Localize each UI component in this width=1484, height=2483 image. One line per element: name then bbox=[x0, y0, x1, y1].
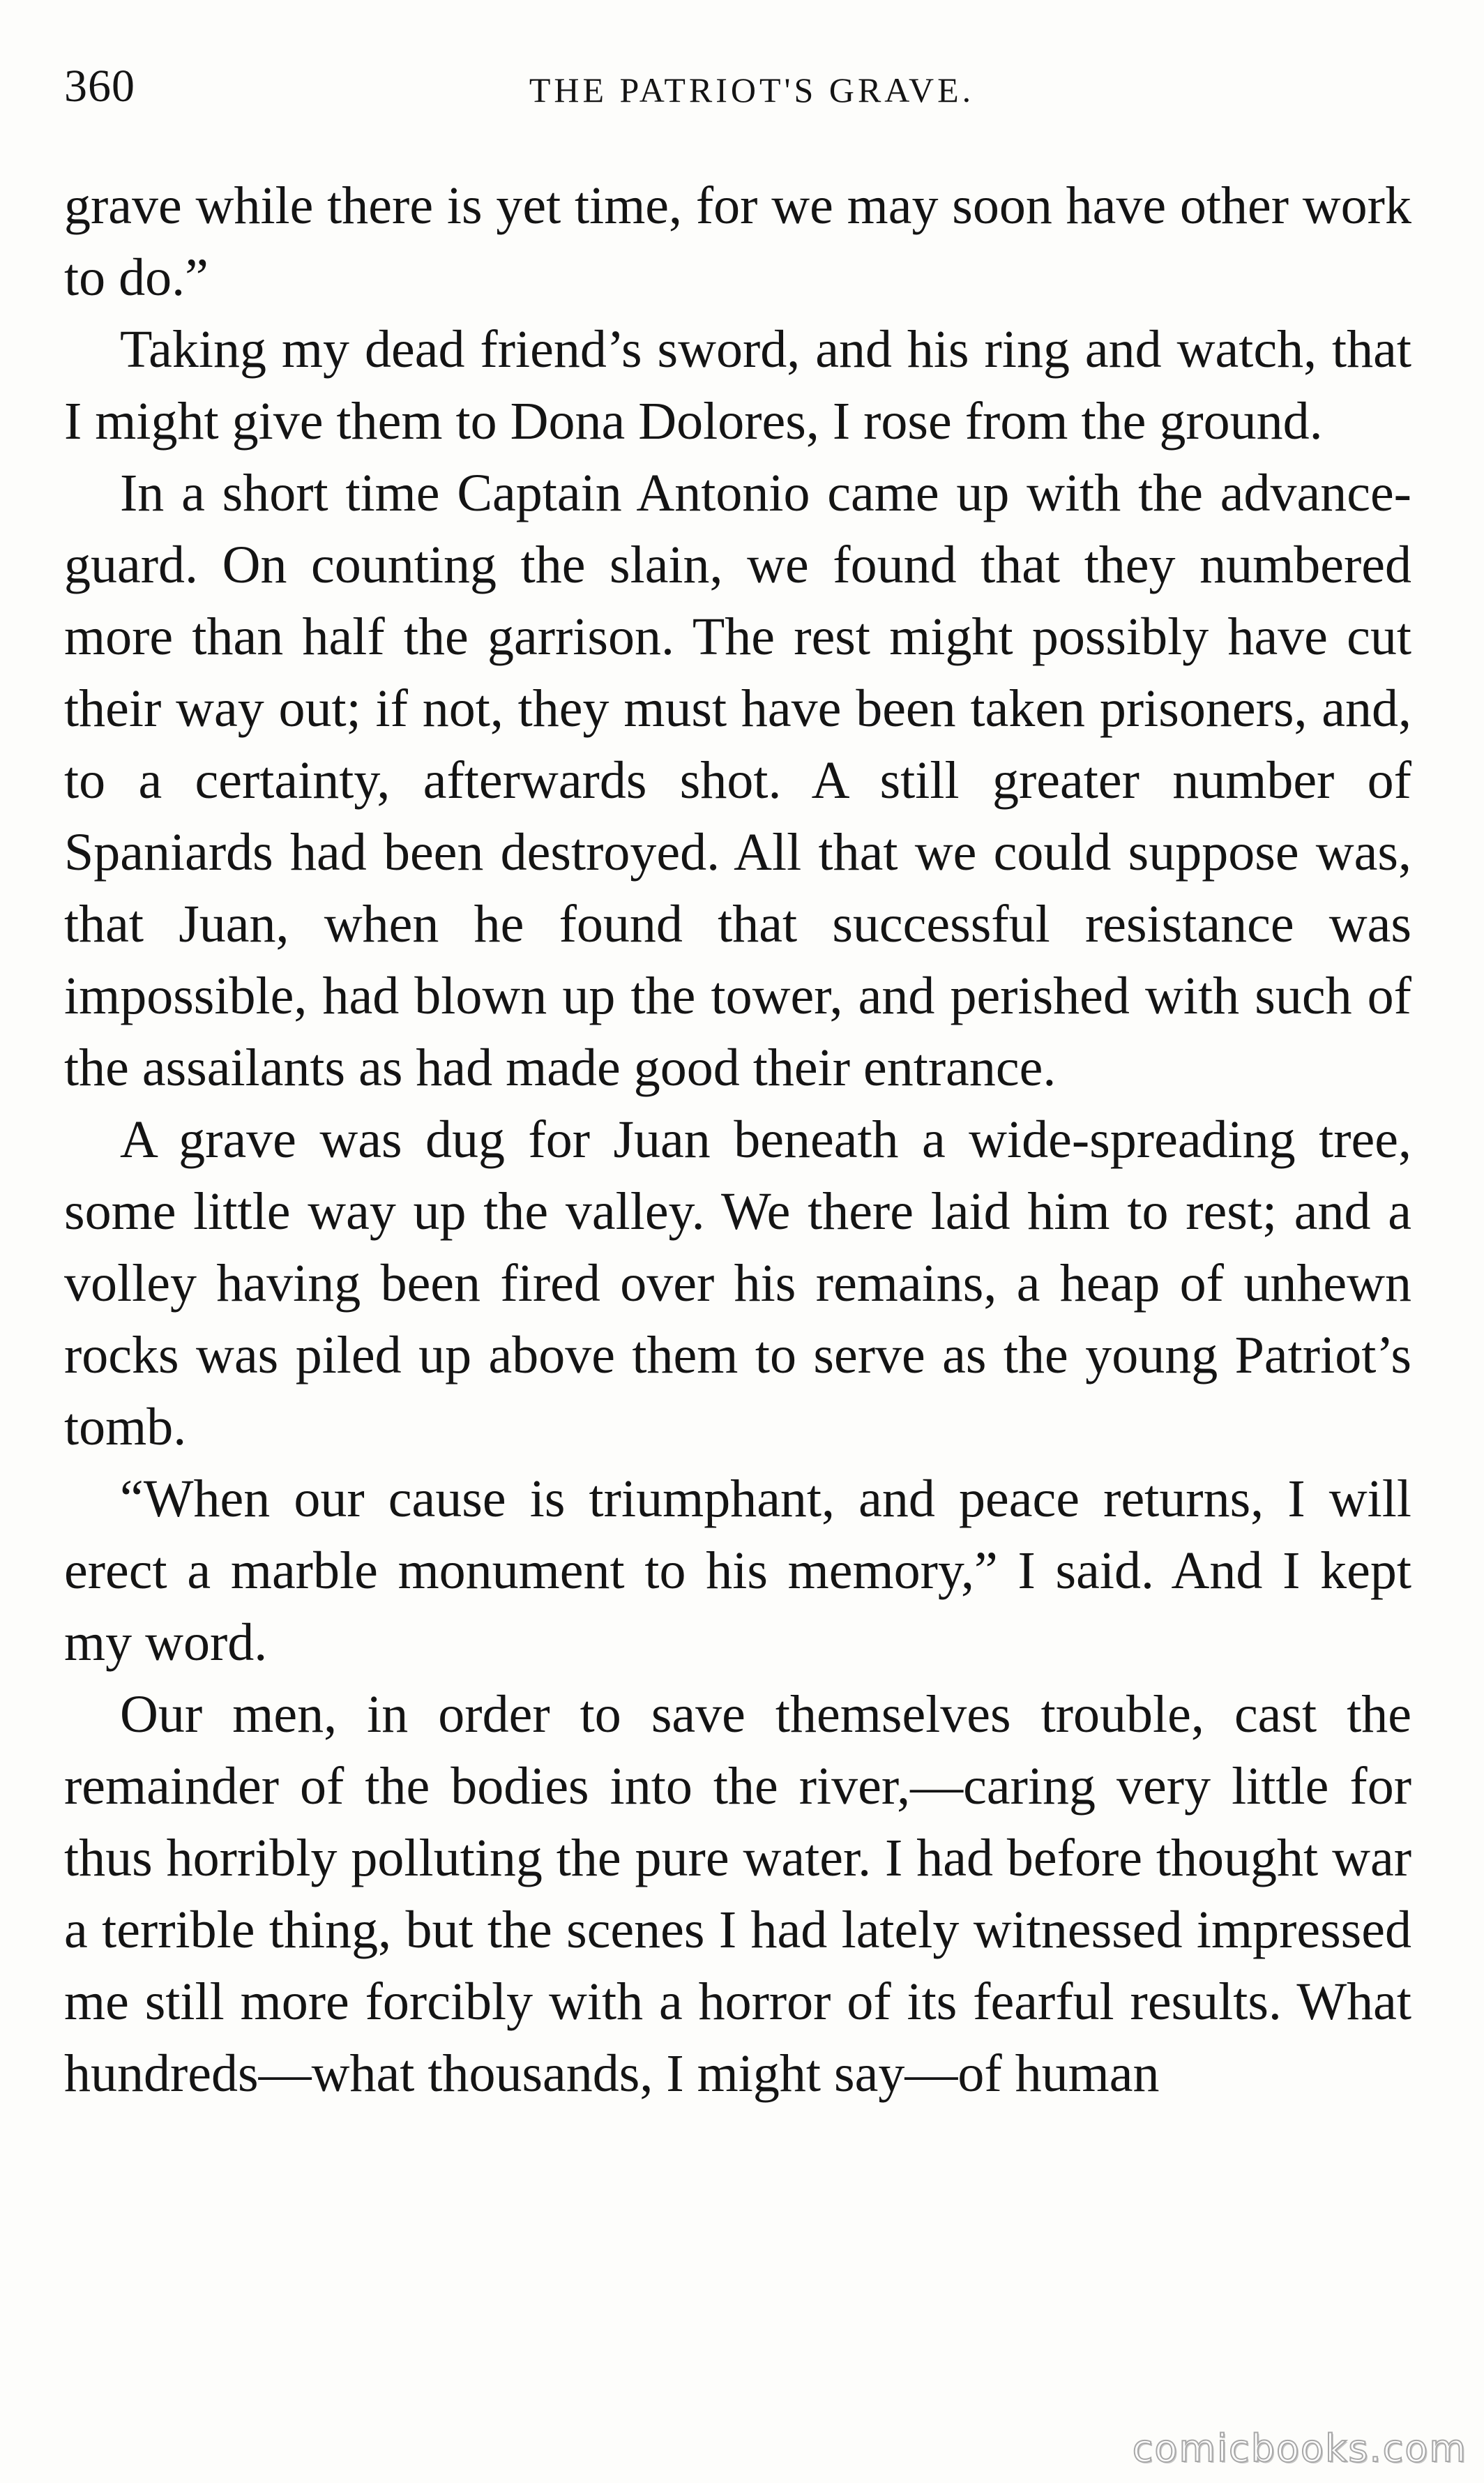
page-number: 360 bbox=[64, 61, 135, 112]
paragraph: A grave was dug for Juan beneath a wide-spreading tree, some little way up the valley. We there laid him to rest; and a volley having been fired over his remains, a heap of unhewn rocks was piled up above them to serve as the young Patriot’s tomb. bbox=[64, 1110, 1411, 1456]
watermark: comicbooks.com bbox=[1132, 2427, 1467, 2470]
page-header bbox=[64, 60, 1411, 137]
paragraph: In a short time Captain Antonio came up with the advance-guard. On counting the slain, we found that they numbered more than half the garrison. The rest might possibly have cut their way out; if not, they must have been taken prisoners, and, to a certainty, afterwards shot. A still greater number of Spaniards had been destroyed. All that we could suppose was, that Juan, when he found that successful resistance was impossible, had blown up the tower, and perished with such of the assailants as had made good their entrance. bbox=[64, 464, 1411, 1097]
running-title: THE PATRIOT'S GRAVE. bbox=[529, 70, 975, 110]
paragraph-continuation: grave while there is yet time, for we may soon have other work to do.” bbox=[64, 176, 1411, 307]
paragraph: Taking my dead friend’s sword, and his ring and watch, that I might give them to Dona Dolores, I rose from the ground. bbox=[64, 320, 1411, 451]
paragraph: Our men, in order to save themselves trouble, cast the remainder of the bodies into the river,—caring very little for thus horribly polluting the pure water. I had before thought war a terrible thing, but the scenes I had lately witnessed impressed me still more forcibly with a horror of its fearful results. What hundreds—what thousands, I might say—of human bbox=[64, 1685, 1411, 2103]
paragraph: “When our cause is triumphant, and peace returns, I will erect a marble monument to his memory,” I said. And I kept my word. bbox=[64, 1470, 1411, 1672]
body-text bbox=[64, 170, 1411, 2110]
